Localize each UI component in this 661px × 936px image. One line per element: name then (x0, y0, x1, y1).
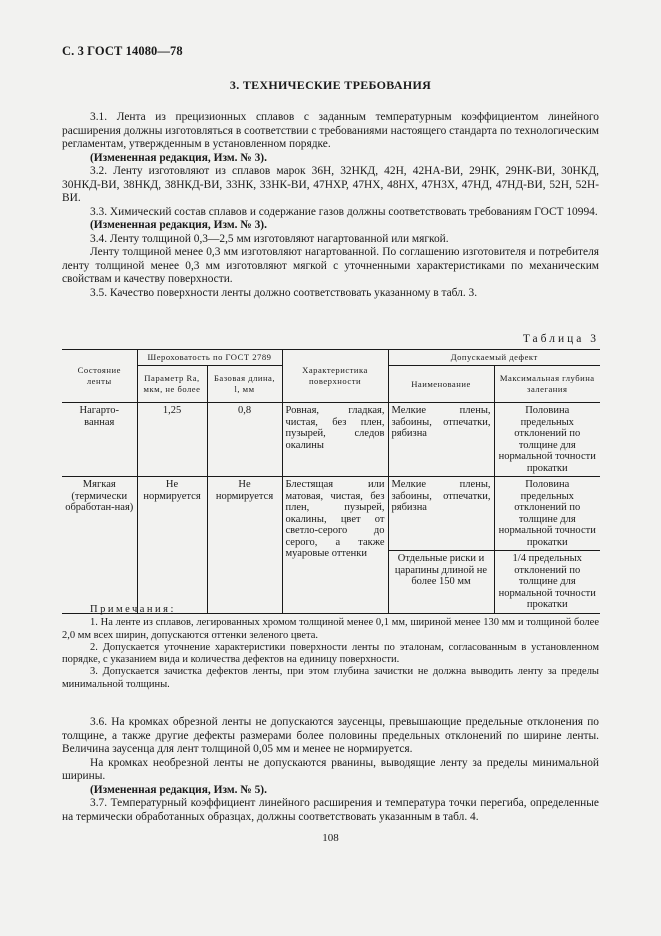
bottom-text-block (62, 716, 599, 824)
cell-ra: Не нормируется (137, 477, 207, 614)
cell-defect-depth: Половина предельных отклонений по толщине для нормальной точности прокатки (494, 477, 600, 551)
amendment-note: (Измененная редакция, Изм. № 3). (90, 219, 267, 231)
cell-base: Не нормируется (207, 477, 282, 614)
cell-state: Нагарто-ванная (62, 403, 137, 477)
note-item: 1. На ленте из сплавов, легированных хромом толщиной менее 0,1 мм, шириной менее 130 мм и толщиной более 2,0 мм всех ширин, допускаются оттенки зеленого цвета. (62, 617, 599, 641)
table-row (62, 403, 600, 477)
paragraph-3-4: 3.4. Ленту толщиной 0,3—2,5 мм изготовляют нагартованной или мягкой. (90, 232, 449, 245)
header-state: Состояние ленты (62, 350, 137, 403)
table-notes (62, 604, 599, 691)
surface-quality-table (62, 349, 600, 614)
header-ra: Параметр Ra, мкм, не более (137, 366, 207, 403)
table-header-row (62, 350, 600, 366)
paragraph-3-6: 3.6. На кромках обрезной ленты не допускаются заусенцы, превышающие предельные отклонения по толщине, а также другие дефекты размерами более половины предельных отклонений по ширине ленты. Величина заусенца для лент толщиной 0,05 мм и менее не нормируется. (62, 716, 599, 755)
amendment-note: (Измененная редакция, Изм. № 5). (90, 783, 267, 796)
table-caption: Таблица 3 (522, 333, 599, 345)
paragraph-3-7: 3.7. Температурный коэффициент линейного расширения и температура точки перегиба, определенные на термически обработанных образцах, должны соответствовать указанным в табл. 4. (62, 797, 599, 823)
amendment-note: (Измененная редакция, Изм. № 3). (90, 151, 267, 164)
cell-defect-depth: 1/4 предельных отклонений по толщине для нормальной точности прокатки (494, 551, 600, 614)
page-header: С. 3 ГОСТ 14080—78 (62, 44, 183, 58)
paragraph-3-1: 3.1. Лента из прецизионных сплавов с заданным температурным коэффициентом линейного расширения должны изготовляться в соответствии с требованиями настоящего стандарта по технологическим регламентам, утвержденным в установленном порядке. (62, 111, 599, 150)
paragraph-3-4-cont: Ленту толщиной менее 0,3 мм изготовляют нагартованной. По соглашению изготовителя и потребителя ленту толщиной менее 0,3 мм изготовляют мягкой с уточненными характеристиками по механическим свойствам и качеству поверхности. (62, 246, 599, 285)
cell-surface: Блестящая или матовая, чистая, без плен, пузырей, окалины, цвет от светло-серого до серого, а также муаровые оттенки (282, 477, 388, 614)
paragraph-3-5: 3.5. Качество поверхности ленты должно соответствовать указанному в табл. 3. (90, 286, 478, 299)
note-item: 2. Допускается уточнение характеристики поверхности ленты по эталонам, согласованным в установленном порядке, с указанием вида и количества дефектов на единицу поверхности. (62, 641, 599, 666)
cell-ra: 1,25 (137, 403, 207, 477)
header-base-length: Базовая длина, l, мм (207, 366, 282, 403)
cell-defect-name: Мелкие плены, забоины, отпечатки, рябизна (388, 477, 494, 551)
cell-defect-name: Отдельные риски и царапины длиной не более 150 мм (388, 551, 494, 614)
notes-title: Примечания: (90, 604, 176, 615)
section-title: 3. ТЕХНИЧЕСКИЕ ТРЕБОВАНИЯ (229, 78, 432, 92)
cell-surface: Ровная, гладкая, чистая, без плен, пузырей, следов окалины (282, 403, 388, 477)
page-number: 108 (322, 832, 339, 844)
top-text-block (62, 111, 599, 300)
paragraph-3-6-cont: На кромках необрезной ленты не допускаются рванины, выводящие ленту за пределы минимальной ширины. (62, 756, 599, 782)
cell-defect-name: Мелкие плены, забоины, отпечатки, рябизна (388, 403, 494, 477)
paragraph-3-3: 3.3. Химический состав сплавов и содержание газов должны соответствовать требованиям ГОСТ 10994. (90, 205, 598, 218)
cell-base: 0,8 (207, 403, 282, 477)
note-item: 3. Допускается зачистка дефектов ленты, при этом глубина зачистки не должна выводить ленту за пределы минимальной толщины. (62, 666, 599, 690)
header-defect: Допускаемый дефект (388, 350, 600, 366)
table-row (62, 477, 600, 551)
header-defect-depth: Максимальная глубина залегания (494, 366, 600, 403)
header-roughness: Шероховатость по ГОСТ 2789 (137, 350, 282, 366)
paragraph-3-2: 3.2. Ленту изготовляют из сплавов марок 36Н, 32НКД, 42Н, 42НА-ВИ, 29НК, 29НК-ВИ, 30НКД, 30НКД-ВИ, 38НКД, 38НКД-ВИ, 33НК, 33НК-ВИ, 47НХР, 47НХ, 48НХ, 47Н3Х, 47НД, 47НД-ВИ, 52Н, 52Н-ВИ. (62, 165, 599, 204)
header-surface: Характеристика поверхности (282, 350, 388, 403)
cell-state: Мягкая (термически обработан-ная) (62, 477, 137, 614)
header-defect-name: Наименование (388, 366, 494, 403)
cell-defect-depth: Половина предельных отклонений по толщине для нормальной точности прокатки (494, 403, 600, 477)
